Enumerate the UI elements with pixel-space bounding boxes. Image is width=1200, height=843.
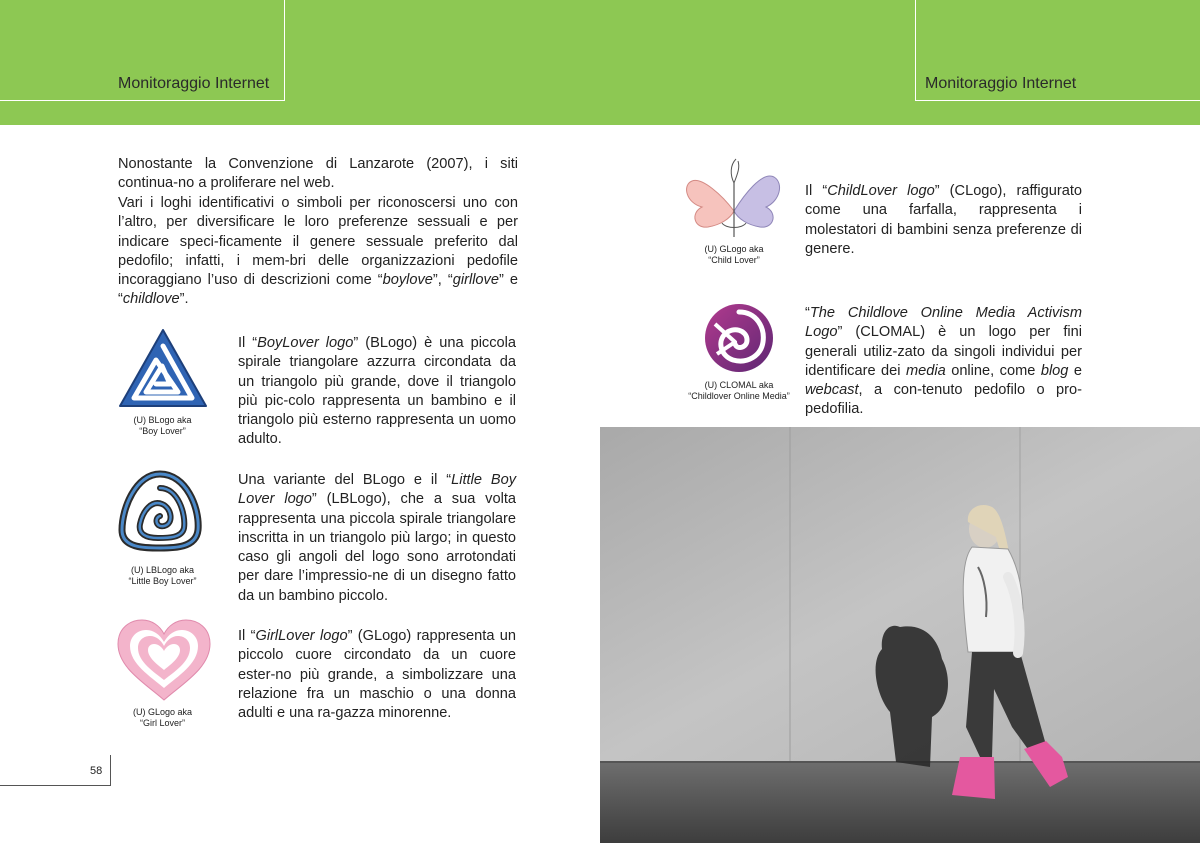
clomal-caption: (U) CLOMAL aka “Childlover Online Media” xyxy=(688,380,790,401)
clomal-description: “The Childlove Online Media Activism Logo” (CLOMAL) è un logo per fini generali utiliz-zato da singoli individui per identificare dei media online, come blog e webcast, a con-tenuto pedofilo o pro-pedofilia. xyxy=(805,305,1083,418)
photo-girl-with-shadow xyxy=(600,427,1200,843)
page-number-rule-horizontal xyxy=(0,785,111,786)
header-band xyxy=(0,0,1200,125)
header-rule-right-horizontal xyxy=(915,100,1200,101)
header-title-right: Monitoraggio Internet xyxy=(925,75,1077,92)
photo-illustration xyxy=(600,427,1200,843)
clogo-name: ChildLover logo xyxy=(827,183,935,199)
blogo-description: Il “BoyLover logo” (BLogo) è una piccola spirale triangolare azzurra circondata da un triangolo più grande, dove il triangolo più pic-colo rappresenta un bambino e il triangolo più esterno rappresenta un uomo adulto. xyxy=(238,335,516,448)
header-rule-right-vertical xyxy=(915,0,916,100)
lblogo-caption: (U) LBLogo aka “Little Boy Lover” xyxy=(128,565,197,586)
page-number: 58 xyxy=(90,765,103,777)
clogo-butterfly-icon xyxy=(682,155,786,243)
intro-paragraph-1 xyxy=(118,155,518,194)
page-number-rule-vertical xyxy=(110,755,111,785)
intro-text-1: Nonostante la Convenzione di Lanzarote (2007), i siti continua-no a proliferare nel web. xyxy=(118,156,518,192)
lblogo-rounded-spiral-icon xyxy=(116,468,204,554)
glogo-caption: (U) GLogo aka “Girl Lover” xyxy=(132,707,193,728)
intro-paragraph-2: Vari i loghi identificativi o simboli per riconoscersi uno con l’altro, per diversificare le loro preferenze sessuali e per indicare speci-ficamente il genere sessuale preferito dal pedofilo; infatti, i mem-bri delle organizzazioni pedofile incoraggiano l’uso di descrizioni come “boylove”, “girllove” e “childlove”. xyxy=(118,195,518,308)
blogo-caption: (U) BLogo aka “Boy Lover” xyxy=(133,415,192,436)
clomal-circle-spiral-icon xyxy=(703,302,775,374)
header-rule-left-horizontal xyxy=(0,100,285,101)
term-childlove: childlove xyxy=(122,291,180,308)
clogo-description: Il “ChildLover logo” (CLogo), raffigurato come una farfalla, rappresenta i molestatori di bambini senza preferenze di genere. xyxy=(805,183,1082,257)
glogo-heart-icon xyxy=(116,618,212,702)
clomal-name: The Childlove Online Media Activism Logo xyxy=(805,305,1082,341)
lblogo-name: Little Boy Lover logo xyxy=(238,472,516,508)
clogo-caption: (U) GLogo aka “Child Lover” xyxy=(704,244,764,265)
glogo-name: GirlLover logo xyxy=(255,628,348,644)
header-title-left: Monitoraggio Internet xyxy=(118,75,270,92)
term-boylove: boylove xyxy=(382,272,433,289)
glogo-description: Il “GirlLover logo” (GLogo) rappresenta un piccolo cuore circondato da un cuore ester-no più grande, a simbolizzare una relazione fra un maschio o una donna adulti e una ra-gazza minorenne. xyxy=(238,628,516,722)
lblogo-description: Una variante del BLogo e il “Little Boy Lover logo” (LBLogo), che a sua volta rappresenta una piccola spirale triangolare inscritta in un triangolo più largo; in questo caso gli angoli del logo sono arrotondati per dare l’impressio-ne di un disegno fatto da un bambino piccolo. xyxy=(238,472,516,604)
blogo-triangle-spiral-icon xyxy=(116,326,210,410)
header-rule-left-vertical xyxy=(284,0,285,100)
blogo-name: BoyLover logo xyxy=(257,335,354,351)
term-girllove: girllove xyxy=(452,272,499,289)
intro-text-2: Vari i loghi identificativi o simboli per riconoscersi uno con l’altro, per diversificare le loro preferenze sessuali e per indicare speci-ficamente il genere sessuale preferito dal pedofilo; infatti, i mem-bri delle organizzazioni pedofile incoraggiano l’uso di descrizioni come “ xyxy=(118,195,518,289)
